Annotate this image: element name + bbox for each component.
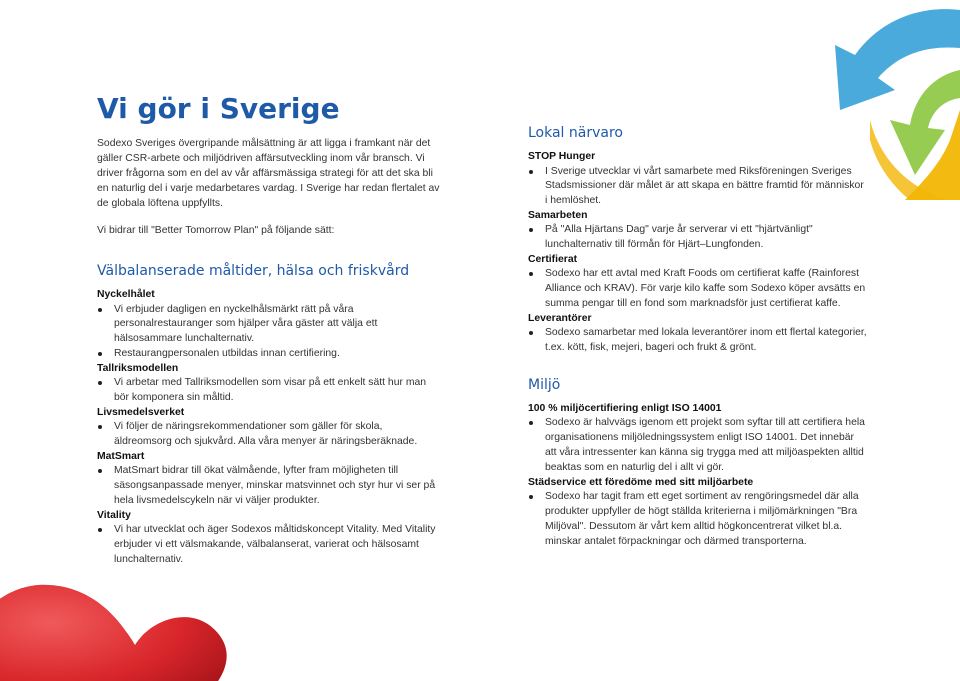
group-heading: STOP Hunger	[528, 151, 596, 162]
bullet-list	[528, 416, 868, 475]
bullet-list	[97, 464, 442, 508]
section-title-valbalanserade: Välbalanserade måltider, hälsa och friskvård	[97, 263, 410, 279]
group-heading: MatSmart	[97, 450, 145, 462]
list-item: Vi har utvecklat och äger Sodexos måltidskoncept Vitality. Med Vitality erbjuder vi ett välsmakande, välbalanserat, varierat och hälsosamt lunchalternativ.	[97, 523, 442, 567]
group-heading: Certifierat	[528, 253, 578, 265]
group-heading: Vitality	[97, 509, 131, 521]
group-leverantorer	[528, 312, 868, 356]
list-item: Restaurangpersonalen utbildas innan certifiering.	[97, 347, 442, 362]
bullet-icon	[529, 228, 533, 232]
list-item: På "Alla Hjärtans Dag" varje år serverar vi ett "hjärtvänligt" lunchalternativ till förmån för Hjärt–Lungfonden.	[528, 223, 868, 253]
bullet-icon	[529, 170, 533, 174]
group-livsmedelsverket	[97, 406, 442, 450]
bullet-icon	[98, 352, 102, 356]
group-vitality	[97, 509, 442, 568]
bullet-list	[97, 303, 442, 362]
group-stadservice	[528, 476, 868, 550]
group-heading: Leverantörer	[528, 312, 592, 324]
bullet-list	[97, 376, 442, 406]
bullet-icon	[98, 469, 102, 473]
bullet-list	[528, 267, 868, 311]
section-title-lokal-narvaro: Lokal närvaro	[528, 125, 623, 141]
list-item: I Sverige utvecklar vi vårt samarbete med Riksföreningen Sveriges Stadsmissioner där målet är att skapa en bättre framtid för människor i hemlöshet.	[528, 165, 868, 209]
right-column	[528, 124, 868, 549]
list-item: Vi följer de näringsrekommendationer som gäller för skola, äldreomsorg och sjukvård. Alla våra menyer är näringsberäknade.	[97, 420, 442, 450]
group-heading: Tallriksmodellen	[97, 362, 179, 374]
bullet-icon	[529, 421, 533, 425]
bullet-list	[97, 523, 442, 567]
group-certifierat	[528, 253, 868, 312]
bullet-icon	[98, 528, 102, 532]
list-item: Vi arbetar med Tallriksmodellen som visar på ett enkelt sätt hur man bör komponera sin måltid.	[97, 376, 442, 406]
bullet-icon	[529, 331, 533, 335]
group-tallriksmodellen	[97, 362, 442, 406]
list-item: MatSmart bidrar till ökat välmående, lyfter fram möjligheten till säsongsanpassade menyer, minskar matsvinnet och styr hur vi ser på hela livsmedelscykeln när vi väljer produkter.	[97, 464, 442, 508]
bullet-list	[97, 420, 442, 450]
bullet-list	[528, 490, 868, 549]
bullet-list	[528, 326, 868, 356]
bullet-icon	[529, 272, 533, 276]
left-column	[97, 92, 442, 568]
group-heading: Städservice ett föredöme med sitt miljöarbete	[528, 476, 754, 488]
bullet-list	[528, 165, 868, 209]
list-item: Sodexo har ett avtal med Kraft Foods om certifierat kaffe (Rainforest Alliance och KRAV). För varje kilo kaffe som Sodexo köper avsätts en summa pengar till en fond som marknadsför just certifierat kaffe.	[528, 267, 868, 311]
list-item: Vi erbjuder dagligen en nyckelhålsmärkt rätt på våra personalrestauranger som hjälper våra gäster att välja ett hälsosammare lunchalternativ.	[97, 303, 442, 347]
bullet-icon	[98, 425, 102, 429]
group-samarbeten	[528, 209, 868, 253]
group-matsmart	[97, 450, 442, 509]
list-item: Sodexo samarbetar med lokala leverantörer inom ett flertal kategorier, t.ex. kött, fisk, mejeri, bageri och frukt & grönt.	[528, 326, 868, 356]
section-title-miljo: Miljö	[528, 376, 561, 393]
bullet-icon	[98, 308, 102, 312]
bullet-list	[528, 223, 868, 253]
group-heading: Livsmedelsverket	[97, 406, 185, 418]
lead-sentence: Vi bidrar till "Better Tomorrow Plan" på följande sätt:	[97, 225, 335, 236]
group-stop-hunger	[528, 150, 868, 209]
page-title: Vi gör i Sverige	[97, 92, 340, 125]
list-item: Sodexo har tagit fram ett eget sortiment av rengöringsmedel där alla produkter uppfyller de högt ställda kriterierna i miljömärkningen "Bra Miljöval". Dessutom är vårt kem alltid högkoncentrerat vilket bl.a. minskar antalet förpackningar och därmed transporterna.	[528, 490, 868, 549]
group-iso-14001	[528, 402, 868, 476]
bullet-icon	[529, 495, 533, 499]
list-item: Sodexo är halvvägs igenom ett projekt som syftar till att certifiera hela organisationens miljöledningssystem enligt ISO 14001. Det innebär att våra intressenter kan känna sig trygga med att miljöaspekten alltid beaktas som en naturlig del i allt vi gör.	[528, 416, 868, 475]
bullet-icon	[98, 381, 102, 385]
heart-decoration-icon	[0, 560, 230, 681]
intro-paragraph: Sodexo Sveriges övergripande målsättning är att ligga i framkant när det gäller CSR-arbete och miljödriven affärsutveckling inom vår bransch. Vi driver frågorna som en del av vår affärsmässiga strategi för att det ska bli en naturlig del i varje medarbetares vardag. I Sverige har redan flertalet av de globala löftena uppfyllts.	[97, 138, 440, 209]
group-heading: Samarbeten	[528, 209, 588, 221]
group-nyckelhalet	[97, 288, 442, 362]
group-heading: Nyckelhålet	[97, 289, 155, 300]
group-heading: 100 % miljöcertifiering enligt ISO 14001	[528, 402, 722, 414]
